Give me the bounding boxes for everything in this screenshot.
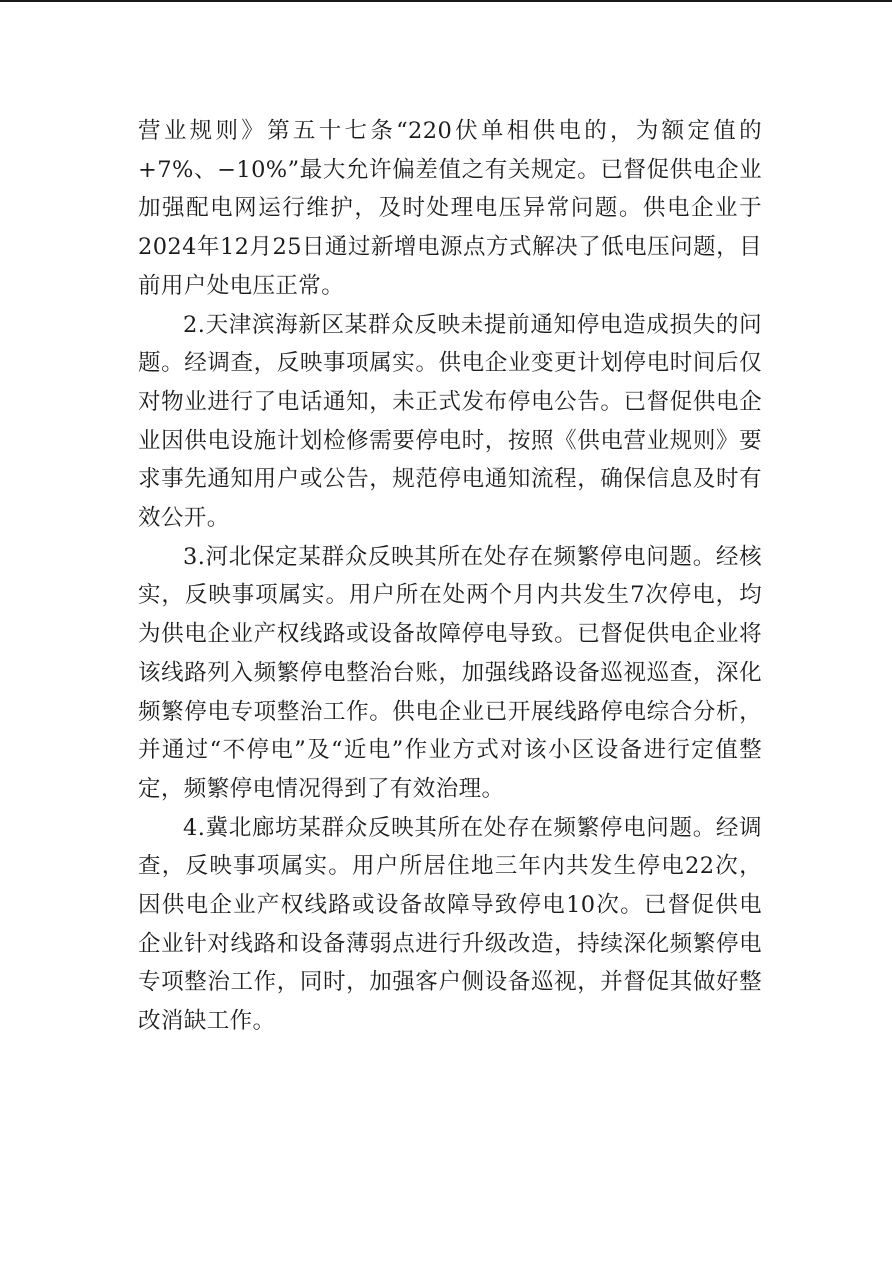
paragraph-item-4-langfang: 4.冀北廊坊某群众反映其所在处存在频繁停电问题。经调查，反映事项属实。用户所居住地三年内共发生停电22次，因供电企业产权线路或设备故障导致停电10次。已督促供电企业针对线路和设备薄弱点进行升级改造，持续深化频繁停电专项整治工作，同时，加强客户侧设备巡视，并督促其做好整改消缺工作。: [138, 814, 762, 1035]
paragraph-voltage-continuation: 营业规则》第五十七条“220伏单相供电的，为额定值的+7%、−10%”最大允许偏差值之有关规定。已督促供电企业加强配电网运行维护，及时处理电压异常问题。供电企业于2024年12月25日通过新增电源点方式解决了低电压问题，目前用户处电压正常。: [138, 118, 762, 299]
paragraph-item-3-baoding: 3.河北保定某群众反映其所在处存在频繁停电问题。经核实，反映事项属实。用户所在处两个月内共发生7次停电，均为供电企业产权线路或设备故障停电导致。已督促供电企业将该线路列入频繁停电整治台账，加强线路设备巡视巡查，深化频繁停电专项整治工作。供电企业已开展线路停电综合分析，并通过“不停电”及“近电”作业方式对该小区设备进行定值整定，频繁停电情况得到了有效治理。: [138, 543, 762, 802]
paragraph-item-2-tianjin: 2.天津滨海新区某群众反映未提前通知停电造成损失的问题。经调查，反映事项属实。供电企业变更计划停电时间后仅对物业进行了电话通知，未正式发布停电公告。已督促供电企业因供电设施计划检修需要停电时，按照《供电营业规则》要求事先通知用户或公告，规范停电通知流程，确保信息及时有效公开。: [138, 311, 762, 532]
document-body: [138, 112, 762, 1041]
